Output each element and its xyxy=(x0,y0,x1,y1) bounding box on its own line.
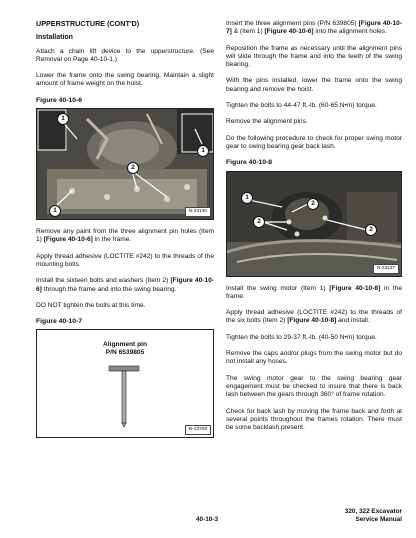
paragraph: Tighten the bolts to 29-37 ft.-lb. (40-50 N•m) torque. xyxy=(226,333,377,341)
paragraph: With the pins installed, lower the frame onto the swing bearing and remove the hoist. xyxy=(226,77,402,93)
paragraph xyxy=(226,20,402,37)
alignment-pin-drawing xyxy=(37,330,215,437)
figure-reference: [Figure 40-10-6] xyxy=(36,277,214,293)
paragraph xyxy=(36,277,214,294)
callout-2: 2 xyxy=(307,198,319,210)
paragraph: Remove the alignment pins. xyxy=(226,118,308,126)
text: into the alignment holes. xyxy=(313,28,387,36)
callout-2: 2 xyxy=(365,224,377,236)
paragraph xyxy=(36,228,214,245)
callout-1: 1 xyxy=(57,113,69,125)
paragraph: Apply thread adhesive (LOCTITE #242) to the threads of the mounting bolts. xyxy=(36,252,214,268)
photo-illustration xyxy=(37,109,214,219)
manual-info xyxy=(345,508,402,524)
figure-reference: [Figure 40-10-6] xyxy=(264,28,314,36)
paragraph: Do the following procedure to check for proper swing motor gear to swing bearing gear back lash. xyxy=(226,134,402,150)
manual-title: Service Manual xyxy=(355,516,402,523)
text: Remove any paint from the three alignment pin holes (Item 1) xyxy=(36,228,214,244)
figure-label: Figure 40-10-6 xyxy=(36,96,83,104)
callout-1: 1 xyxy=(241,192,253,204)
paragraph xyxy=(226,285,402,302)
figure-label: Figure 40-10-7 xyxy=(36,318,83,326)
page-number: 40-10-3 xyxy=(196,516,219,523)
figure-reference: [Figure 40-10-8] xyxy=(287,317,337,325)
paragraph: Check for back lash by moving the frame back and forth at several points throughout the frames rotation. There must be some backlash present. xyxy=(226,407,402,432)
text: in the frame. xyxy=(226,284,402,300)
text: through the frame and into the swing bearing. xyxy=(41,285,177,293)
model-name: 320, 322 Excavator xyxy=(344,508,402,515)
figure-code: N-23127 xyxy=(373,264,399,274)
paragraph: Remove the caps and/or plugs from the swing motor but do not install any hoses. xyxy=(226,350,402,366)
figure-reference: [Figure 40-10-6] xyxy=(43,236,93,244)
figure-code: N-23130 xyxy=(185,207,211,217)
left-column xyxy=(36,20,214,446)
paragraph: Tighten the bolts to 44-47 ft.-lb. (60-65 N•m) torque. xyxy=(226,102,377,110)
callout-2: 2 xyxy=(253,216,265,228)
text: Install the sixteen bolts and washers (Item 2) xyxy=(36,277,171,285)
subheading-installation: Installation xyxy=(36,34,73,42)
text: Apply thread adhesive (LOCTITE #242) to the threads of the six bolts (Item 2) xyxy=(226,309,402,325)
paragraph: Attach a chain lift device to the upperstructure. (See Removal on Page 40-10-1.) xyxy=(36,47,214,63)
paragraph: The swing motor gear to the swing bearing gear engagement must be checked to insure that there is back lash between the gears through 360° of frame rotation. xyxy=(226,374,402,399)
callout-2: 2 xyxy=(127,162,139,174)
illustration-part-number: P/N 6539805 xyxy=(105,349,145,357)
text: and install. xyxy=(336,317,370,325)
paragraph xyxy=(226,309,402,326)
figure-reference: [Figure 40-10-7] xyxy=(226,20,402,36)
text: Insert the three alignment pins (P/N 639805) xyxy=(226,20,359,27)
callout-1: 1 xyxy=(197,145,209,157)
text: & (Item 1) xyxy=(231,28,265,36)
text: in the frame. xyxy=(92,236,132,244)
text: Install the swing motor (Item 1) xyxy=(226,284,330,292)
paragraph: Lower the frame onto the swing bearing. Maintain a slight amount of frame weight on the hoist. xyxy=(36,72,214,88)
figure-illustration-40-10-7 xyxy=(36,329,214,438)
figure-photo-40-10-6 xyxy=(36,108,214,220)
paragraph: DO NOT tighten the bolts at this time. xyxy=(36,301,146,309)
figure-code: B-13708 xyxy=(185,425,211,435)
callout-1: 1 xyxy=(49,205,61,217)
figure-photo-40-10-8 xyxy=(226,171,402,277)
figure-label: Figure 40-10-8 xyxy=(226,159,273,167)
section-heading: UPPERSTRUCTURE (CONT'D) xyxy=(36,19,140,28)
right-column xyxy=(226,20,402,440)
paragraph: Reposition the frame as necessary until the alignment pins will slide through the frame and into the teeth of the swing bearing. xyxy=(226,44,402,69)
figure-reference: [Figure 40-10-8] xyxy=(329,284,381,292)
illustration-title-line: Alignment pin xyxy=(103,341,147,349)
